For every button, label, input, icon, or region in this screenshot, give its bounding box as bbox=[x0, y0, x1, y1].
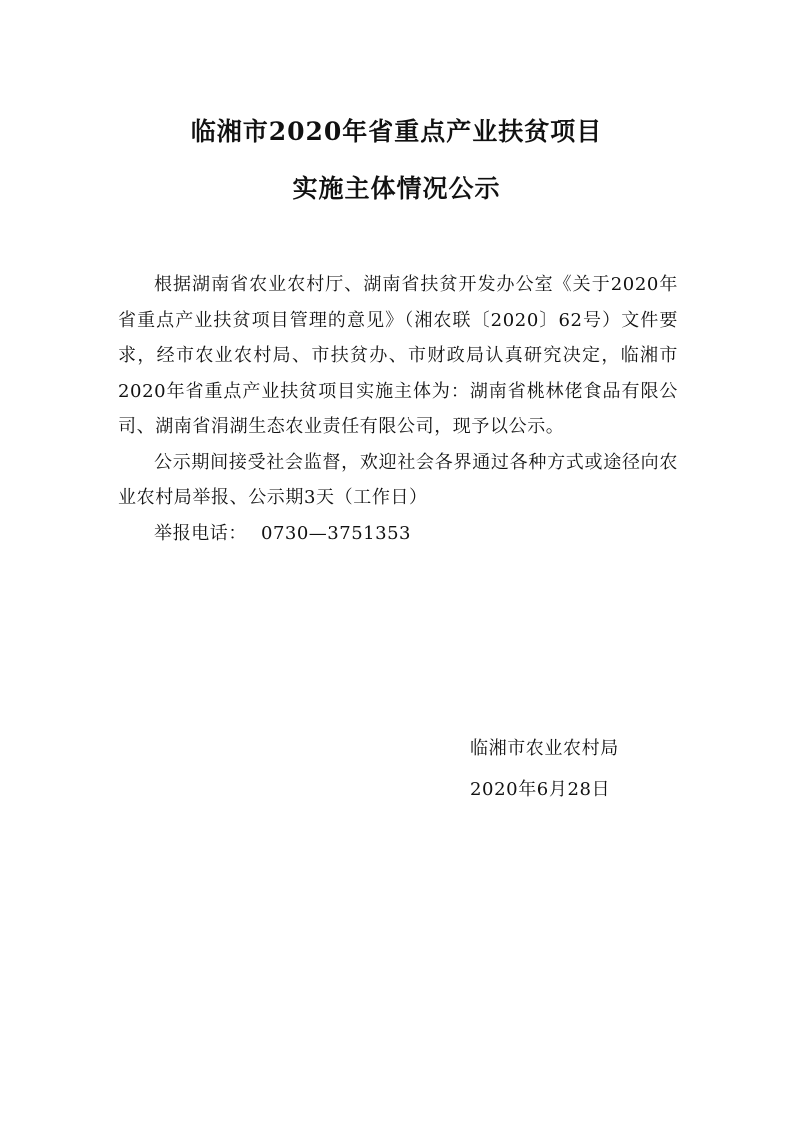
report-hotline bbox=[118, 516, 678, 552]
paragraph-announcement: 根据湖南省农业农村厅、湖南省扶贫开发办公室《关于2020年省重点产业扶贫项目管理的意见》（湘农联〔2020〕62号）文件要求，经市农业农村局、市扶贫办、市财政局认真研究决定，临湘市2020年省重点产业扶贫项目实施主体为：湖南省桃林佬食品有限公司、湖南省涓湖生态农业责任有限公司，现予以公示。 bbox=[118, 274, 678, 437]
document-title-line2: 实施主体情况公示 bbox=[292, 174, 501, 203]
document-body bbox=[118, 267, 678, 551]
hotline-number: 0730—3751353 bbox=[261, 522, 411, 544]
signature-block bbox=[470, 728, 619, 810]
document-title-line1: 临湘市2020年省重点产业扶贫项目 bbox=[190, 117, 603, 146]
paragraph-supervision: 公示期间接受社会监督，欢迎社会各界通过各种方式或途径向农业农村局举报、公示期3天（工作日） bbox=[118, 451, 678, 508]
hotline-label: 举报电话： bbox=[154, 522, 247, 544]
signature-date: 2020年6月28日 bbox=[470, 779, 611, 800]
signature-organization: 临湘市农业农村局 bbox=[470, 738, 619, 759]
